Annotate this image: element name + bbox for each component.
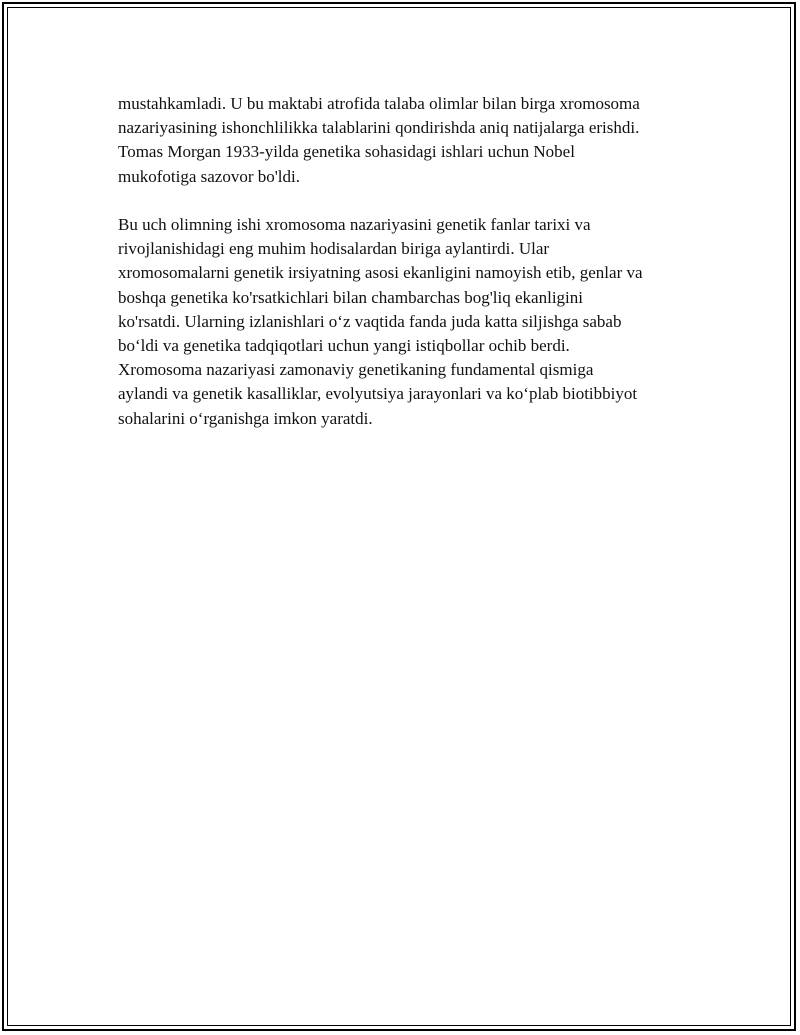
paragraph-1	[118, 92, 698, 189]
text-line: rivojlanishidagi eng muhim hodisalardan biriga aylantirdi. Ular	[118, 239, 550, 259]
text-line: mustahkamladi. U bu maktabi atrofida talaba olimlar bilan birga xromosoma	[118, 94, 640, 113]
document-body	[118, 92, 698, 431]
text-line: sohalarini o‘rganishga imkon yaratdi.	[118, 408, 373, 428]
text-line: bo‘ldi va genetika tadqiqotlari uchun yangi istiqbollar ochib berdi.	[118, 336, 570, 356]
text-line: ko'rsatdi. Ularning izlanishlari o‘z vaqtida fanda juda katta siljishga sabab	[118, 311, 622, 331]
text-line: nazariyasining ishonchlilikka talablarini qondirishda aniq natijalarga erishdi.	[118, 118, 640, 138]
paragraph-2	[118, 213, 698, 431]
text-line: aylandi va genetik kasalliklar, evolyutsiya jarayonlari va ko‘plab biotibbiyot	[118, 384, 638, 404]
text-line: boshqa genetika ko'rsatkichlari bilan chambarchas bog'liq ekanligini	[118, 287, 583, 307]
text-line: Tomas Morgan 1933-yilda genetika sohasidagi ishlari uchun Nobel	[118, 142, 575, 162]
text-line: xromosomalarni genetik irsiyatning asosi ekanligini namoyish etib, genlar va	[118, 263, 643, 283]
text-line: mukofotiga sazovor bo'ldi.	[118, 166, 301, 186]
text-line: Xromosoma nazariyasi zamonaviy genetikaning fundamental qismiga	[118, 360, 594, 380]
text-line: Bu uch olimning ishi xromosoma nazariyasini genetik fanlar tarixi va	[118, 215, 591, 234]
paragraph-spacer	[118, 189, 698, 213]
